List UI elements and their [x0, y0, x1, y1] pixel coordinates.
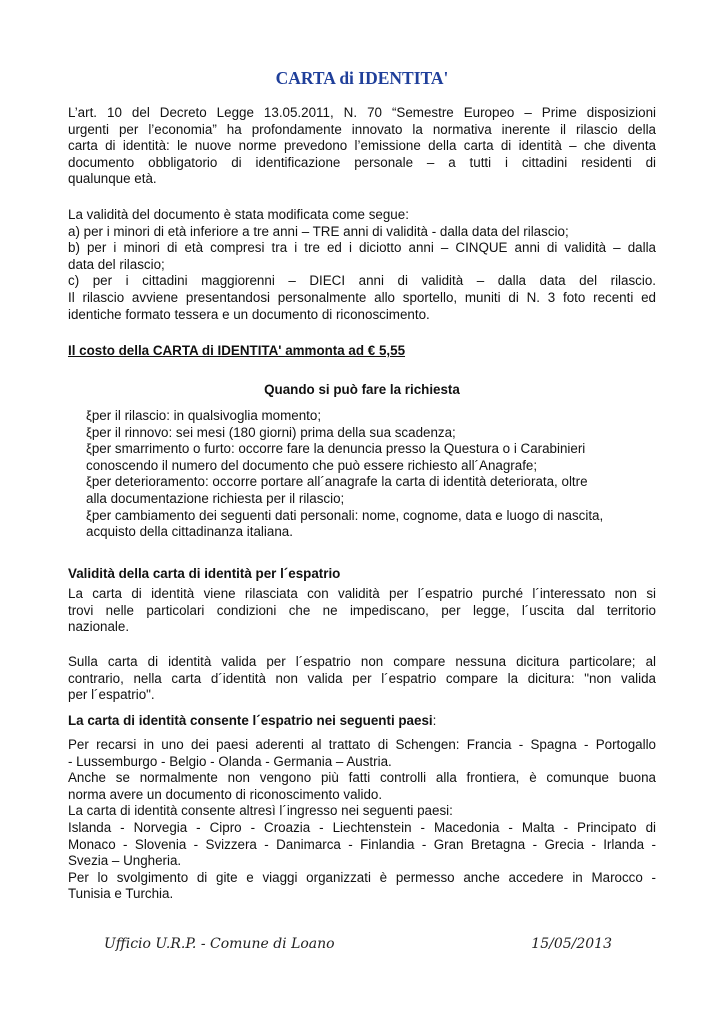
paragraph-line: Anche se normalmente non vengono più fatti controlli alla frontiera, è comunque buona — [68, 770, 656, 786]
validity-line: Il rilascio avviene presentandosi personalmente allo sportello, muniti di N. 3 foto recenti ed — [68, 289, 656, 305]
list-item-text: per deterioramento: occorre portare all´anagrafe la carta di identità deteriorata, oltre — [91, 474, 588, 490]
list-item — [82, 441, 656, 474]
paragraph-line: Per lo svolgimento di gite e viaggi organizzati è permesso anche accedere in Marocco - — [68, 869, 656, 885]
validity-paragraph — [68, 207, 656, 323]
bullet-icon: ξ — [86, 441, 92, 457]
request-section-title: Quando si può fare la richiesta — [264, 382, 460, 397]
list-item-text: per il rinnovo: sei mesi (180 giorni) prima della sua scadenza; — [91, 424, 456, 440]
expatriation-paragraph-2 — [68, 654, 656, 704]
cost-statement: Il costo della CARTA di IDENTITA' ammonta ad € 5,55 — [68, 343, 406, 358]
paragraph-line: Svezia – Ungheria. — [68, 853, 182, 869]
list-item — [82, 474, 656, 507]
list-item-text: per il rilascio: in qualsivoglia momento; — [91, 408, 322, 423]
countries-paragraph — [68, 737, 656, 903]
bullet-icon: ξ — [86, 507, 92, 523]
countries-heading-colon: : — [432, 713, 437, 728]
list-item-continuation: alla documentazione richiesta per il rilascio; — [86, 490, 345, 506]
paragraph-line: Tunisia e Turchia. — [68, 886, 174, 902]
list-item-text: per cambiamento dei seguenti dati personali: nome, cognome, data e luogo di nascita, — [91, 507, 604, 523]
countries-heading-text: La carta di identità consente l´espatrio nei seguenti paesi — [68, 713, 433, 728]
intro-line: qualunque età. — [68, 171, 157, 187]
validity-line: b) per i minori di età compresi tra i tre ed i diciotto anni – CINQUE anni di validità – dalla — [68, 240, 656, 256]
expatriation-heading: Validità della carta di identità per l´espatrio — [68, 566, 341, 581]
list-item — [82, 425, 656, 442]
page-title: CARTA di IDENTITA' — [275, 68, 449, 88]
paragraph-line: per l´espatrio". — [68, 687, 155, 703]
list-item-continuation: conoscendo il numero del documento che può essere richiesto all´Anagrafe; — [86, 457, 538, 473]
paragraph-line: nazionale. — [68, 619, 130, 635]
page-footer — [68, 936, 656, 956]
paragraph-line: norma avere un documento di riconoscimento valido. — [68, 786, 383, 802]
bullet-icon: ξ — [86, 408, 92, 423]
paragraph-line: trovi nelle particolari condizioni che ne impediscano, per legge, l´uscita dal territorio — [68, 602, 656, 618]
paragraph-line: La carta di identità viene rilasciata con validità per l´espatrio purché l´interessato non si — [68, 586, 656, 601]
footer-date: 15/05/2013 — [531, 936, 612, 952]
validity-line: a) per i minori di età inferiore a tre anni – TRE anni di validità - dalla data del rilascio; — [68, 223, 569, 239]
intro-paragraph — [68, 105, 656, 188]
list-item-continuation: acquisto della cittadinanza italiana. — [86, 524, 293, 540]
list-item — [82, 508, 656, 541]
validity-line: c) per i cittadini maggiorenni – DIECI anni di validità – dalla data del rilascio. — [68, 273, 656, 289]
validity-line: La validità del documento è stata modificata come segue: — [68, 207, 409, 222]
paragraph-line: Islanda - Norvegia - Cipro - Croazia - Liechtenstein - Macedonia - Malta - Principato di — [68, 819, 656, 835]
paragraph-line: Monaco - Slovenia - Svizzera - Danimarca - Finlandia - Gran Bretagna - Grecia - Irlanda - — [68, 836, 656, 852]
list-item — [82, 408, 656, 425]
request-list — [82, 408, 656, 541]
intro-line: documento obbligatorio di identificazione personale – a tutti i cittadini residenti di — [68, 154, 656, 170]
expatriation-paragraph-1 — [68, 586, 656, 636]
paragraph-line: contrario, nella carta d´identità non valida per l´espatrio compare la dicitura: "non valida — [68, 670, 656, 686]
list-item-text: per smarrimento o furto: occorre fare la denuncia presso la Questura o i Carabinieri — [91, 441, 586, 457]
intro-line: L’art. 10 del Decreto Legge 13.05.2011, N. 70 “Semestre Europeo – Prime disposizioni — [68, 105, 656, 120]
paragraph-line: La carta di identità consente altresì l´ingresso nei seguenti paesi: — [68, 803, 453, 819]
paragraph-line: Sulla carta di identità valida per l´espatrio non compare nessuna dicitura particolare; al — [68, 654, 656, 669]
validity-line: data del rilascio; — [68, 256, 165, 272]
bullet-icon: ξ — [86, 474, 92, 490]
intro-line: urgenti per l’economia” ha profondamente innovato la normativa inerente il rilascio della — [68, 121, 656, 137]
bullet-icon: ξ — [86, 424, 92, 440]
intro-line: carta di identità: le nuove norme prevedono l’emissione della carta di identità – che diventa — [68, 138, 656, 154]
validity-line: identiche formato tessera e un documento di riconoscimento. — [68, 306, 430, 322]
footer-office: Ufficio U.R.P. - Comune di Loano — [104, 936, 335, 952]
paragraph-line: - Lussemburgo - Belgio - Olanda - Germania – Austria. — [68, 753, 392, 769]
countries-heading — [68, 713, 436, 728]
paragraph-line: Per recarsi in uno dei paesi aderenti al trattato di Schengen: Francia - Spagna - Portogallo — [68, 737, 656, 752]
